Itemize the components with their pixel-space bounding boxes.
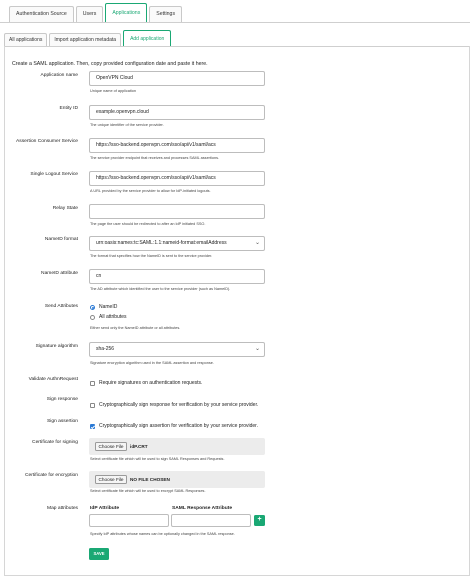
cert-signing-label: Certificate for signing [32, 440, 78, 445]
relay-state-input[interactable] [89, 204, 265, 219]
nameid-attribute-input[interactable]: cn [89, 269, 265, 284]
saml-attribute-input[interactable] [171, 514, 251, 527]
nameid-format-value: urn:oasis:names:tc:SAML:1.1:nameid-format:emailAddress [96, 240, 227, 246]
sign-assertion-checkbox[interactable] [90, 423, 258, 429]
validate-authn-label: Validate AuthnRequest [28, 377, 78, 382]
cert-encryption-filename: NO FILE CHOSEN [130, 477, 170, 482]
app-name-input[interactable]: OpenVPN Cloud [89, 71, 265, 86]
validate-authn-text: Require signatures on authentication requests. [99, 380, 203, 386]
send-attributes-label: Send Attributes [44, 304, 78, 309]
slo-help: A URL provided by the service provider to allow for IdP-initiated logouts. [90, 189, 211, 193]
relay-state-label: Relay State [52, 206, 78, 211]
choose-file-button[interactable]: Choose File [95, 475, 127, 484]
subtab-add-application[interactable]: Add application [123, 30, 171, 47]
radio-selected-icon [90, 305, 95, 310]
form-panel [4, 46, 470, 576]
cert-signing-help: Select certificate file which will be used to sign SAML Responses and Requests. [90, 457, 225, 461]
subtab-import-metadata[interactable]: Import application metadata [49, 33, 121, 46]
sign-response-checkbox[interactable] [90, 402, 258, 408]
tab-applications[interactable]: Applications [105, 3, 147, 23]
nameid-format-select[interactable] [89, 236, 265, 251]
send-attributes-help: Either send only the NameID attribute or all attributes. [90, 326, 181, 330]
app-name-label: Application name [40, 73, 78, 78]
map-attributes-help: Specify IdP attributes whose names can be optionally changed in the SAML response. [90, 532, 235, 536]
send-all-radio[interactable] [90, 314, 127, 320]
sub-tabs [4, 33, 173, 47]
acs-help: The service provider endpoint that receives and processes SAML assertions. [90, 156, 220, 160]
checkbox-checked-icon [90, 424, 95, 429]
app-name-help: Unique name of application [90, 89, 137, 93]
relay-state-help: The page the user should be redirected to after an IdP initiated SSO. [90, 222, 206, 226]
subtab-all-applications[interactable]: All applications [4, 33, 47, 46]
entity-id-label: Entity ID [59, 106, 78, 111]
cert-signing-file-input[interactable] [89, 438, 265, 455]
send-all-label: All attributes [99, 314, 127, 320]
saml-attribute-header: SAML Response Attribute [172, 506, 233, 511]
map-attributes-label: Map attributes [47, 506, 78, 511]
sign-response-label: Sign response [46, 397, 78, 402]
save-button[interactable]: SAVE [89, 548, 109, 560]
signature-algorithm-help: Signature encryption algorithm used in the SAML assertion and response. [90, 361, 214, 365]
sign-assertion-text: Cryptographically sign assertion for verification by your service provider. [99, 423, 258, 429]
idp-attribute-header: IdP Attribute [90, 506, 120, 511]
signature-algorithm-value: sha-256 [96, 346, 115, 352]
idp-attribute-input[interactable] [89, 514, 169, 527]
tabs-divider [0, 22, 470, 23]
add-mapping-button[interactable]: + [254, 515, 265, 526]
acs-label: Assertion Consumer Service [16, 139, 78, 144]
nameid-attribute-help: The AD attribute which identified the user to the service provider (such as NameID). [90, 287, 231, 291]
sign-assertion-label: Sign assertion [47, 419, 78, 424]
validate-authn-checkbox[interactable] [90, 380, 202, 386]
tab-authentication-source[interactable]: Authentication Source [9, 6, 74, 22]
cert-encryption-help: Select certificate file which will be used to encrypt SAML Responses. [90, 489, 206, 493]
slo-input[interactable]: https://sso-backend.openvpn.com/sso/api/v1/saml/acs [89, 171, 265, 186]
tab-users[interactable]: Users [76, 6, 104, 22]
intro-text: Create a SAML application. Then, copy provided configuration date and paste it here. [12, 61, 208, 67]
nameid-attribute-label: NameID attribute [41, 271, 78, 276]
choose-file-button[interactable]: Choose File [95, 442, 127, 451]
main-tabs [9, 6, 184, 23]
chevron-down-icon: ⌄ [254, 346, 260, 352]
chevron-down-icon: ⌄ [254, 240, 260, 246]
radio-icon [90, 315, 95, 320]
nameid-format-help: The format that specifies how the NameID is sent to the service provider. [90, 254, 213, 258]
slo-label: Single Logout Service [30, 172, 78, 177]
send-nameid-radio[interactable] [90, 304, 117, 310]
signature-algorithm-select[interactable] [89, 342, 265, 357]
nameid-format-label: NameID format [44, 237, 78, 242]
checkbox-icon [90, 381, 95, 386]
sign-response-text: Cryptographically sign response for verification by your service provider. [99, 402, 259, 408]
checkbox-icon [90, 403, 95, 408]
tab-settings[interactable]: Settings [149, 6, 182, 22]
entity-id-help: The unique identifier of the service provider. [90, 123, 164, 127]
send-nameid-label: NameID [99, 304, 118, 310]
acs-input[interactable]: https://sso-backend.openvpn.com/sso/api/v1/saml/acs [89, 138, 265, 153]
cert-encryption-file-input[interactable] [89, 471, 265, 488]
cert-signing-filename: idP.CRT [130, 444, 148, 449]
cert-encryption-label: Certificate for encryption [24, 473, 78, 478]
signature-algorithm-label: Signature algorithm [35, 344, 78, 349]
entity-id-input[interactable]: example.openvpn.cloud [89, 105, 265, 120]
